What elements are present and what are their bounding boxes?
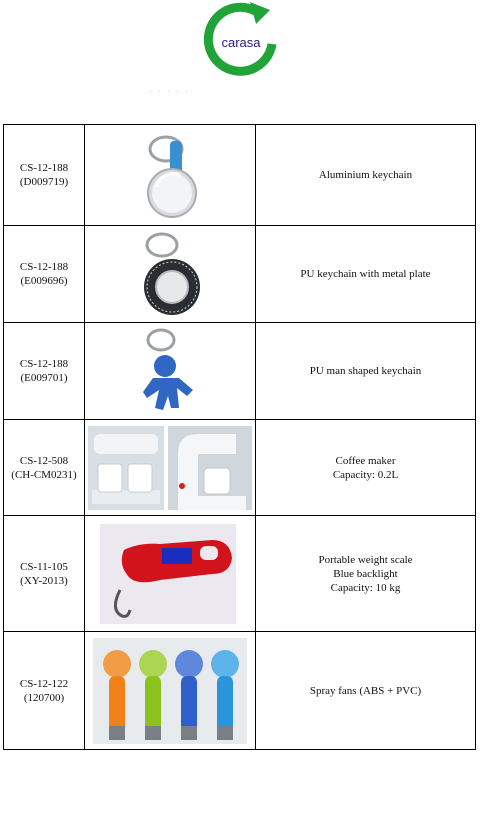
product-subcode: (120700)	[23, 691, 65, 704]
spray-fans-photo	[85, 632, 256, 750]
description-line: PU keychain with metal plate	[300, 268, 431, 280]
product-subcode: (CH-CM0231)	[11, 468, 77, 481]
description-line: Capacity: 0.2L	[332, 468, 399, 481]
description-line: Portable weight scale	[318, 553, 413, 566]
description-line: PU man shaped keychain	[309, 365, 422, 377]
product-code: CS-12-122	[19, 677, 69, 690]
table-row	[4, 323, 476, 420]
product-code-cell	[4, 323, 85, 420]
table-row	[4, 420, 476, 516]
product-code: CS-12-188	[19, 261, 69, 273]
description-line: Blue backlight	[333, 567, 398, 580]
product-subcode: (E009696)	[20, 275, 68, 287]
product-code-cell	[4, 632, 85, 750]
product-code-cell	[4, 420, 85, 516]
product-description-cell	[256, 323, 476, 420]
product-code: CS-12-188	[19, 162, 69, 174]
product-subcode: (XY-2013)	[20, 574, 68, 587]
weight-scale-photo	[85, 516, 256, 632]
description-line: Spray fans (ABS + PVC)	[309, 684, 422, 697]
product-description-cell	[256, 226, 476, 323]
product-table	[3, 124, 476, 750]
product-code-cell	[4, 226, 85, 323]
table-row	[4, 632, 476, 750]
product-code: CS-12-188	[19, 358, 69, 370]
table-row	[4, 226, 476, 323]
coffee-maker-photo	[85, 420, 256, 516]
table-row	[4, 516, 476, 632]
product-description-cell	[256, 516, 476, 632]
aluminium-keychain-photo	[85, 125, 256, 226]
product-code: CS-11-105	[20, 560, 68, 573]
pu-keychain-photo	[85, 226, 256, 323]
product-code-cell	[4, 516, 85, 632]
man-keychain-photo	[85, 323, 256, 420]
table-row	[4, 125, 476, 226]
carasa-logo	[198, 0, 288, 86]
product-description-cell	[256, 420, 476, 516]
description-line: Coffee maker	[335, 454, 396, 467]
product-subcode: (E009701)	[20, 372, 68, 384]
logo-text: carasa	[221, 35, 261, 50]
product-description-cell	[256, 125, 476, 226]
description-line: Capacity: 10 kg	[330, 581, 401, 594]
description-line: Aluminium keychain	[318, 169, 413, 181]
tagline: · · · · ·	[150, 90, 191, 95]
product-code: CS-12-508	[19, 454, 69, 467]
product-code-cell	[4, 125, 85, 226]
product-description-cell	[256, 632, 476, 750]
product-subcode: (D009719)	[19, 176, 69, 188]
